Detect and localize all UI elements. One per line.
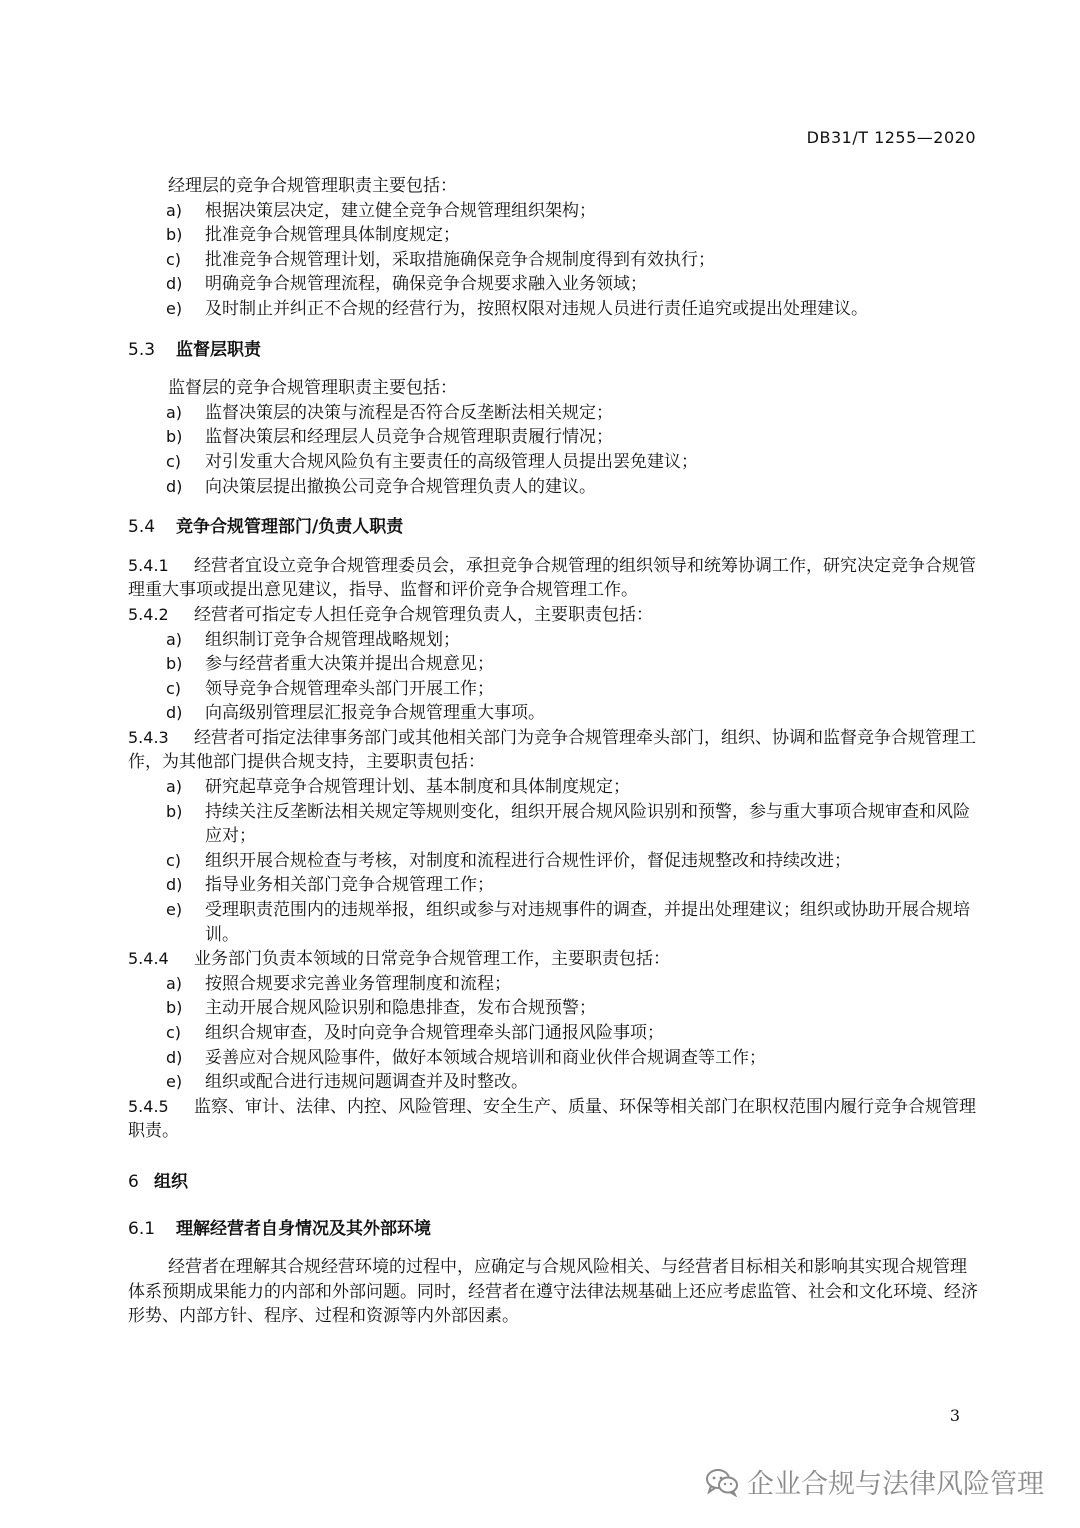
list-item xyxy=(128,677,978,702)
item-text: 妥善应对合规风险事件，做好本领域合规培训和商业伙伴合规调查等工作； xyxy=(205,1047,766,1068)
item-text: 主动开展合规风险识别和隐患排查，发布合规预警； xyxy=(205,998,596,1019)
item-text: 批准竞争合规管理具体制度规定； xyxy=(205,225,460,246)
section-6-1-body: 经营者在理解其合规经营环境的过程中，应确定与合规风险相关、与经营者目标相关和影响其实现合规管理体系预期成果能力的内部和外部问题。同时，经营者在遵守法律法规基础上还应考虑监管、社会和文化环境、经济形势、内部方针、程序、过程和资源等内外部因素。 xyxy=(128,1257,978,1327)
item-text: 向高级别管理层汇报竞争合规管理重大事项。 xyxy=(205,703,545,724)
clause-5-4-3 xyxy=(128,726,978,775)
clause-number: 5.4.3 xyxy=(128,727,169,747)
list-item xyxy=(128,199,978,224)
item-label: c) xyxy=(166,678,182,698)
manager-intro: 经理层的竞争合规管理职责主要包括： xyxy=(168,176,457,196)
item-text: 明确竞争合规管理流程，确保竞争合规要求融入业务领域； xyxy=(205,274,647,295)
clause-text: 经营者可指定专人担任竞争合规管理负责人，主要职责包括： xyxy=(194,604,653,625)
list-item xyxy=(128,1021,978,1046)
item-label: d) xyxy=(166,875,183,895)
item-label: e) xyxy=(166,298,183,318)
list-item xyxy=(128,475,978,500)
clause-number: 5.4.5 xyxy=(128,1096,169,1116)
section-number: 5.3 xyxy=(128,339,156,360)
list-item xyxy=(128,1070,978,1095)
item-label: d) xyxy=(166,1047,183,1067)
clause-text: 经营者可指定法律事务部门或其他相关部门为竞争合规管理牵头部门，组织、协调和监督竞争合规管理工作，为其他部门提供合规支持，主要职责包括： xyxy=(128,727,976,773)
item-text: 根据决策层决定，建立健全竞争合规管理组织架构； xyxy=(205,200,596,221)
item-text: 组织制订竞争合规管理战略规划； xyxy=(205,629,460,650)
item-label: c) xyxy=(166,850,182,870)
list-item xyxy=(128,272,978,297)
clause-text: 经营者宜设立竞争合规管理委员会，承担竞争合规管理的组织领导和统筹协调工作，研究决定竞争合规管理重大事项或提出意见建议，指导、监督和评价竞争合规管理工作。 xyxy=(128,555,976,601)
item-label: a) xyxy=(166,777,183,797)
item-text: 组织或配合进行违规问题调查并及时整改。 xyxy=(205,1072,528,1093)
item-label: b) xyxy=(166,998,183,1018)
section-number: 6.1 xyxy=(128,1218,156,1239)
item-text: 领导竞争合规管理牵头部门开展工作； xyxy=(205,678,494,699)
section-title: 理解经营者自身情况及其外部环境 xyxy=(176,1218,431,1239)
clause-number: 5.4.1 xyxy=(128,555,169,575)
section-title: 监督层职责 xyxy=(176,339,261,360)
item-text: 向决策层提出撤换公司竞争合规管理负责人的建议。 xyxy=(205,476,596,497)
item-text: 组织开展合规检查与考核，对制度和流程进行合规性评价，督促违规整改和持续改进； xyxy=(205,850,851,871)
list-item xyxy=(128,652,978,677)
chapter-title: 组织 xyxy=(154,1171,188,1192)
wechat-icon xyxy=(705,1467,739,1497)
item-text: 指导业务相关部门竞争合规管理工作； xyxy=(205,875,494,896)
item-label: d) xyxy=(166,703,183,723)
item-text: 研究起草竞争合规管理计划、基本制度和具体制度规定； xyxy=(205,777,630,798)
section-number: 5.4 xyxy=(128,517,156,538)
list-item xyxy=(128,775,978,800)
item-text: 监督决策层的决策与流程是否符合反垄断法相关规定； xyxy=(205,402,613,423)
item-label: d) xyxy=(166,274,183,294)
item-text: 组织合规审查，及时向竞争合规管理牵头部门通报风险事项； xyxy=(205,1023,664,1043)
list-item xyxy=(128,1046,978,1071)
clause-5-4-4 xyxy=(128,947,978,972)
watermark xyxy=(705,1462,1044,1501)
list-item xyxy=(128,628,978,653)
list-item xyxy=(128,450,978,475)
item-text: 持续关注反垄断法相关规定等规则变化，组织开展合规风险识别和预警，参与重大事项合规审查和风险应对； xyxy=(205,801,970,847)
item-label: b) xyxy=(166,427,183,447)
page-content xyxy=(128,174,978,1329)
item-label: b) xyxy=(166,654,183,674)
item-label: b) xyxy=(166,801,183,821)
section-title: 竞争合规管理部门/负责人职责 xyxy=(176,517,404,538)
section-heading-5-4 xyxy=(128,515,978,540)
item-text: 按照合规要求完善业务管理制度和流程； xyxy=(205,973,511,994)
item-text: 批准竞争合规管理计划，采取措施确保竞争合规制度得到有效执行； xyxy=(205,249,715,270)
item-label: a) xyxy=(166,629,183,649)
list-item xyxy=(128,898,978,947)
list-item xyxy=(128,873,978,898)
chapter-heading-6 xyxy=(128,1170,978,1195)
clause-number: 5.4.4 xyxy=(128,949,169,969)
clause-text: 业务部门负责本领域的日常竞争合规管理工作，主要职责包括： xyxy=(194,949,670,970)
clause-5-4-2 xyxy=(128,603,978,628)
page-number: 3 xyxy=(949,1406,960,1425)
list-item xyxy=(128,223,978,248)
item-text: 对引发重大合规风险负有主要责任的高级管理人员提出罢免建议； xyxy=(205,451,698,472)
clause-text: 监察、审计、法律、内控、风险管理、安全生产、质量、环保等相关部门在职权范围内履行竞争合规管理职责。 xyxy=(128,1096,976,1142)
item-text: 受理职责范围内的违规举报，组织或参与对违规事件的调查，并提出处理建议；组织或协助开展合规培训。 xyxy=(205,900,970,945)
watermark-text: 企业合规与法律风险管理 xyxy=(747,1469,1044,1500)
item-label: b) xyxy=(166,225,183,245)
list-item xyxy=(128,972,978,997)
clause-number: 5.4.2 xyxy=(128,604,169,624)
list-item xyxy=(128,425,978,450)
chapter-number: 6 xyxy=(128,1171,139,1192)
item-text: 监督决策层和经理层人员竞争合规管理职责履行情况； xyxy=(205,427,613,448)
item-label: a) xyxy=(166,402,183,422)
clause-5-4-1 xyxy=(128,554,978,603)
item-label: e) xyxy=(166,1072,183,1092)
document-code: DB31/T 1255—2020 xyxy=(806,128,976,147)
list-item xyxy=(128,996,978,1021)
item-label: c) xyxy=(166,451,182,471)
item-label: c) xyxy=(166,249,182,269)
item-label: d) xyxy=(166,476,183,496)
supervisor-intro: 监督层的竞争合规管理职责主要包括： xyxy=(168,378,457,399)
item-label: c) xyxy=(166,1023,182,1042)
list-item xyxy=(128,401,978,426)
list-item xyxy=(128,248,978,273)
clause-5-4-5 xyxy=(128,1095,978,1144)
list-item xyxy=(128,849,978,874)
item-label: a) xyxy=(166,973,183,993)
list-item xyxy=(128,701,978,726)
section-heading-6-1 xyxy=(128,1217,978,1242)
item-label: e) xyxy=(166,900,183,920)
section-heading-5-3 xyxy=(128,338,978,363)
item-label: a) xyxy=(166,200,183,220)
item-text: 参与经营者重大决策并提出合规意见； xyxy=(205,654,494,675)
list-item xyxy=(128,297,978,322)
list-item xyxy=(128,800,978,849)
item-text: 及时制止并纠正不合规的经营行为，按照权限对违规人员进行责任追究或提出处理建议。 xyxy=(205,298,868,319)
